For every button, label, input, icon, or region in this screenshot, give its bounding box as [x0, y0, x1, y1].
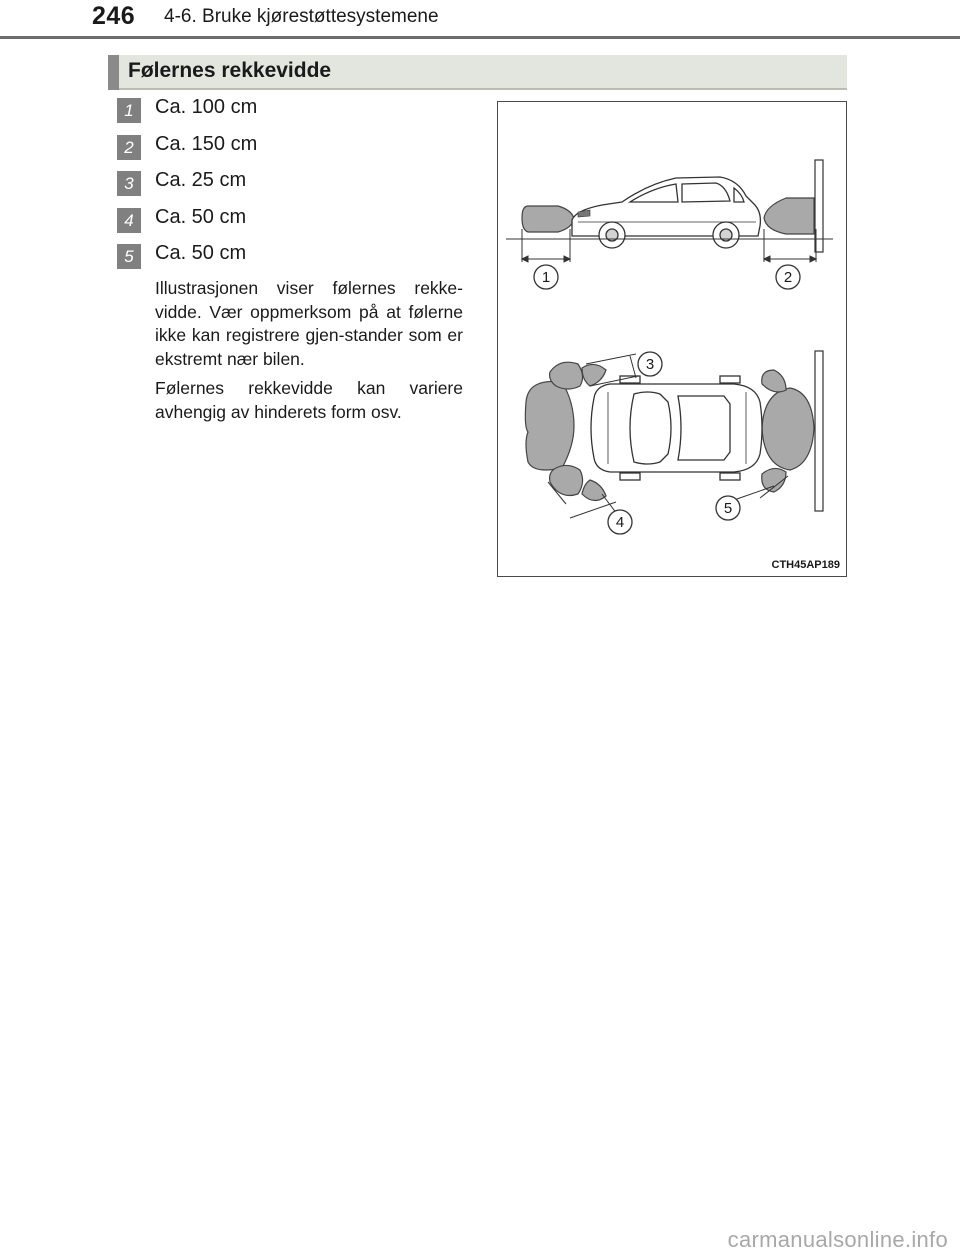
number-badge: 3: [117, 171, 141, 196]
sensor-range-figure: [497, 101, 847, 577]
range-item: [117, 204, 477, 241]
range-value: Ca. 150 cm: [155, 132, 258, 155]
range-item: [117, 167, 477, 204]
page-number: 246: [92, 2, 136, 30]
callout-2: 2: [783, 269, 793, 286]
body-paragraph: Følernes rekkevidde kan variere avhengig av hinderets form osv.: [155, 378, 463, 422]
section-title: Følernes rekkevidde: [128, 59, 332, 82]
range-value: Ca. 25 cm: [155, 169, 247, 191]
range-value: Ca. 100 cm: [155, 96, 258, 118]
section-bar: [108, 55, 847, 90]
callout-1: 1: [541, 269, 551, 286]
callout-4: 4: [615, 514, 625, 531]
range-list: [117, 94, 477, 277]
wall-icon: [815, 351, 823, 511]
car-top-view-icon: [591, 376, 762, 480]
callout-5: 5: [723, 500, 733, 517]
header-rule: [0, 36, 960, 39]
range-item: [117, 131, 477, 168]
range-item: [117, 240, 477, 277]
running-head: 4-6. Bruke kjørestøttesystemene: [164, 6, 439, 27]
range-value: Ca. 50 cm: [155, 242, 247, 264]
number-badge: 4: [117, 208, 141, 233]
section-accent: [108, 55, 119, 90]
number-badge: 2: [117, 135, 141, 160]
number-badge: 5: [117, 244, 141, 269]
car-side-view-icon: [572, 177, 760, 248]
number-badge: 1: [117, 98, 141, 123]
callout-3: 3: [645, 356, 655, 373]
body-paragraph: Illustrasjonen viser følernes rekke-vidde. Vær oppmerksom på at følerne ikke kan registrere gjen-stander som er ekstremt nær bilen.: [155, 278, 463, 369]
range-item: [117, 94, 477, 131]
footer-watermark: carmanualsonline.info: [727, 1227, 948, 1252]
figure-code: CTH45AP189: [771, 559, 840, 571]
range-value: Ca. 50 cm: [155, 205, 247, 228]
